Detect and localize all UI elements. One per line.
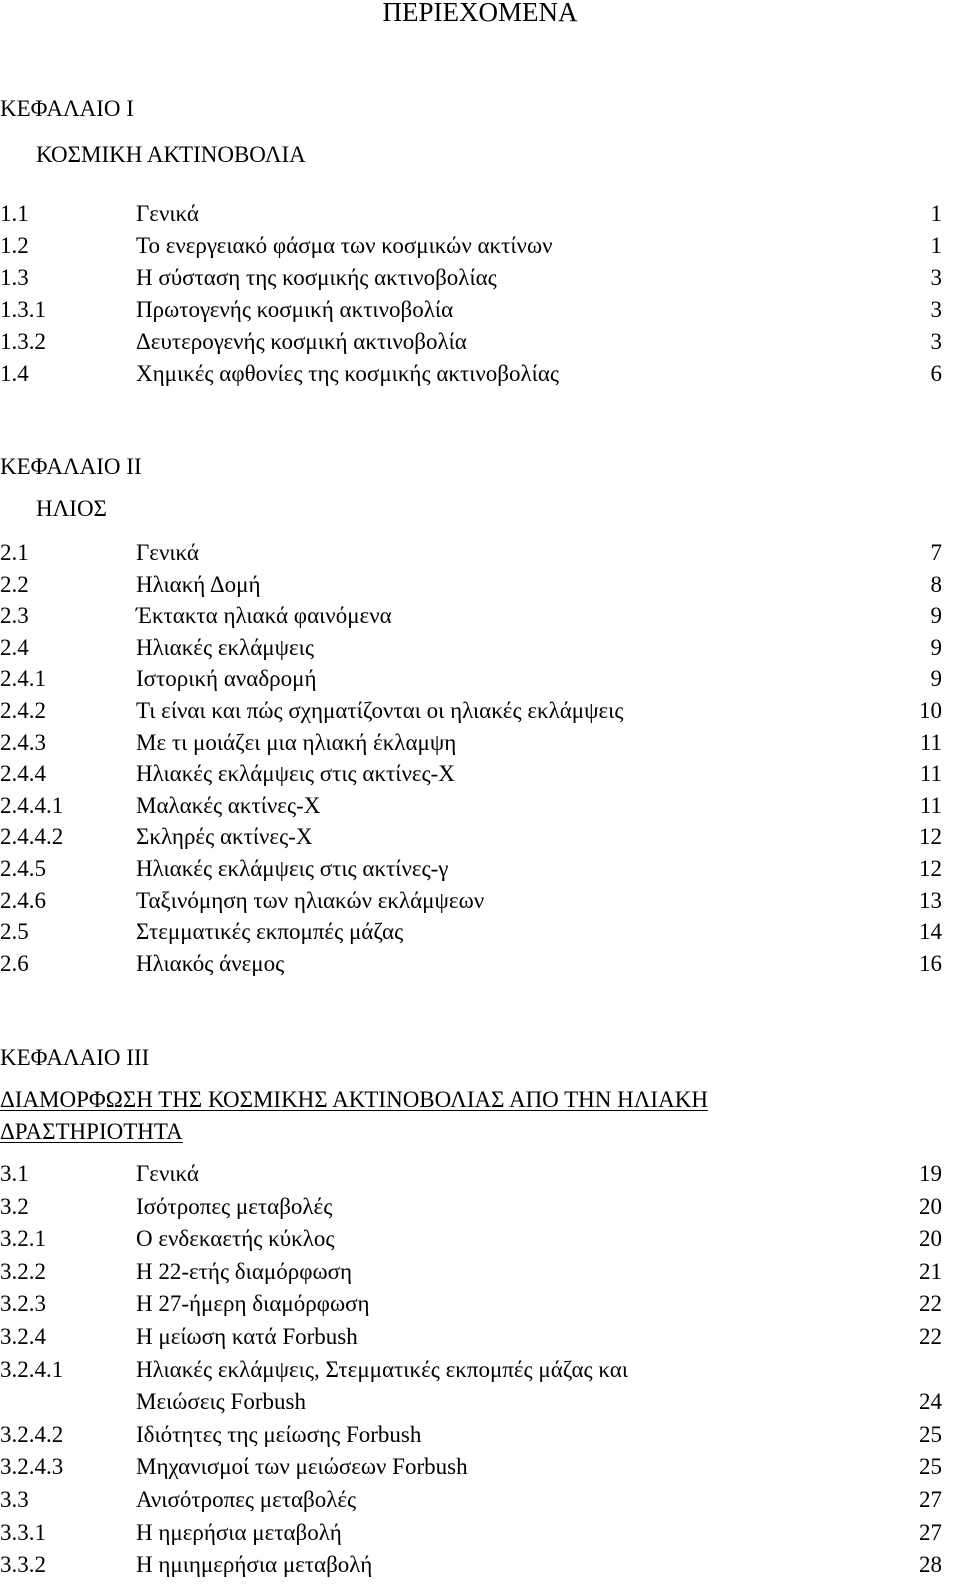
entry-number: 1.4	[0, 361, 29, 386]
entry-title: Τι είναι και πώς σχηματίζονται οι ηλιακές εκλάμψεις	[136, 698, 624, 723]
entry-title: Η σύσταση της κοσμικής ακτινοβολίας	[136, 265, 497, 290]
entry-number: 2.4.4	[0, 761, 46, 787]
entry-page: 27	[919, 1519, 942, 1545]
toc-entry	[0, 570, 960, 600]
entry-number: 1.3.1	[0, 297, 46, 322]
entry-number: 1.3	[0, 265, 29, 290]
entry-number: 3.1	[0, 1161, 29, 1186]
entry-number: 3.2.4.3	[0, 1454, 64, 1480]
entry-number: 3.2.4.1	[0, 1356, 64, 1382]
entry-title: Ιδιότητες της μείωσης Forbush	[136, 1421, 422, 1447]
toc-entry	[0, 696, 960, 726]
entry-number: 2.4.5	[0, 856, 46, 881]
entry-title: Χημικές αφθονίες της κοσμικής ακτινοβολίας	[136, 361, 559, 386]
entry-page: 11	[919, 729, 942, 755]
entry-title: Ηλιακές εκλάμψεις, Στεμματικές εκπομπές μάζας και	[136, 1356, 629, 1382]
entry-number: 2.2	[0, 571, 29, 597]
entry-title: Ηλιακές εκλάμψεις στις ακτίνες-Χ	[136, 761, 455, 787]
toc-entry	[0, 199, 960, 229]
entry-page: 16	[919, 950, 942, 976]
entry-page: 12	[919, 856, 942, 881]
entry-page: 20	[919, 1193, 942, 1219]
entry-page: 28	[919, 1552, 942, 1578]
page-title: ΠΕΡΙΕΧΟΜΕΝΑ	[382, 0, 578, 27]
entry-page: 24	[919, 1389, 942, 1415]
toc-entry	[0, 1224, 960, 1254]
entry-title: Η ημιημερήσια μεταβολή	[136, 1552, 373, 1578]
entry-title: Μειώσεις Forbush	[136, 1389, 306, 1415]
toc-entry	[0, 1355, 960, 1385]
entry-page: 1	[930, 201, 942, 226]
entry-title: Η 27-ήμερη διαμόρφωση	[136, 1291, 370, 1317]
toc-entry	[0, 917, 960, 947]
toc-entry	[0, 886, 960, 916]
entry-title: Γενικά	[136, 1161, 199, 1186]
entry-page: 14	[919, 919, 942, 945]
entry-page: 3	[930, 297, 942, 322]
entry-number: 2.4.6	[0, 887, 46, 913]
toc-entry	[0, 728, 960, 758]
entry-page: 9	[930, 666, 942, 692]
toc-entry	[0, 949, 960, 979]
chapter-3-title-line1: ΔΙΑΜΟΡΦΩΣΗ ΤΗΣ ΚΟΣΜΙΚΗΣ ΑΚΤΙΝΟΒΟΛΙΑΣ ΑΠΟ ΤΗΝ ΗΛΙΑΚΗ	[0, 1087, 708, 1112]
entry-page: 7	[930, 540, 942, 565]
entry-page: 9	[930, 634, 942, 660]
toc-entry	[0, 295, 960, 325]
toc-entry	[0, 1192, 960, 1222]
entry-page: 22	[919, 1291, 942, 1317]
entry-title: Πρωτογενής κοσμική ακτινοβολία	[136, 297, 454, 322]
toc-entry	[0, 1387, 960, 1417]
entry-page: 3	[930, 265, 942, 290]
entry-title: Η 22-ετής διαμόρφωση	[136, 1258, 353, 1284]
entry-title: Ηλιακές εκλάμψεις	[136, 634, 314, 660]
entry-number: 2.4.2	[0, 698, 46, 723]
entry-page: 9	[930, 603, 942, 629]
chapter-3-label: ΚΕΦΑΛΑΙΟ ΙΙΙ	[0, 1045, 150, 1070]
toc-entry	[0, 1420, 960, 1450]
entry-title: Ισότροπες μεταβολές	[136, 1193, 333, 1219]
entry-page: 1	[930, 233, 942, 258]
toc-entry	[0, 664, 960, 694]
entry-number: 3.2.4	[0, 1324, 46, 1349]
entry-page: 20	[919, 1226, 942, 1252]
entry-page: 25	[919, 1454, 942, 1480]
entry-page: 27	[919, 1487, 942, 1512]
entry-title: Γενικά	[136, 540, 199, 565]
entry-number: 1.1	[0, 201, 29, 226]
entry-page: 6	[930, 361, 942, 386]
entry-title: Ο ενδεκαετής κύκλος	[136, 1226, 335, 1252]
entry-number: 3.2.3	[0, 1291, 46, 1317]
toc-entry	[0, 1257, 960, 1287]
entry-title: Ηλιακή Δομή	[136, 571, 261, 597]
toc-entry	[0, 1322, 960, 1352]
entry-page: 22	[919, 1324, 942, 1349]
toc-entry	[0, 791, 960, 821]
entry-page: 21	[919, 1258, 942, 1284]
entry-page: 25	[919, 1421, 942, 1447]
entry-page: 11	[919, 792, 942, 818]
toc-entry	[0, 263, 960, 293]
chapter-2-label: ΚΕΦΑΛΑΙΟ ΙΙ	[0, 454, 142, 479]
entry-page: 12	[919, 824, 942, 850]
entry-page: 13	[919, 887, 942, 913]
entry-title: Σκληρές ακτίνες-Χ	[136, 824, 313, 850]
entry-title: Μαλακές ακτίνες-Χ	[136, 792, 321, 818]
entry-title: Η μείωση κατά Forbush	[136, 1324, 358, 1349]
entry-title: Η ημερήσια μεταβολή	[136, 1519, 342, 1545]
entry-number: 1.3.2	[0, 329, 46, 354]
toc-entry	[0, 822, 960, 852]
entry-title: Δευτερογενής κοσμική ακτινοβολία	[136, 329, 467, 354]
toc-entry	[0, 327, 960, 357]
chapter-1-label: ΚΕΦΑΛΑΙΟ Ι	[0, 96, 134, 121]
entry-number: 3.2	[0, 1193, 29, 1219]
entry-page: 10	[919, 698, 942, 723]
entry-title: Ταξινόμηση των ηλιακών εκλάμψεων	[136, 887, 485, 913]
toc-entry	[0, 1550, 960, 1580]
toc-entry	[0, 1452, 960, 1482]
chapter-2-title: ΗΛΙΟΣ	[36, 496, 107, 521]
entry-page: 19	[919, 1161, 942, 1186]
chapter-3-title-line2: ΔΡΑΣΤΗΡΙΟΤΗΤΑ	[0, 1119, 183, 1144]
entry-title: Ανισότροπες μεταβολές	[136, 1487, 357, 1512]
toc-entry	[0, 1289, 960, 1319]
entry-number: 2.6	[0, 950, 29, 976]
entry-number: 3.2.1	[0, 1226, 46, 1252]
entry-title: Ηλιακός άνεμος	[136, 950, 285, 976]
toc-entry	[0, 601, 960, 631]
entry-number: 3.3.1	[0, 1519, 46, 1545]
entry-number: 2.5	[0, 919, 29, 945]
entry-title: Γενικά	[136, 201, 199, 226]
toc-entry	[0, 1159, 960, 1189]
toc-entry	[0, 1518, 960, 1548]
entry-page: 3	[930, 329, 942, 354]
entry-title: Το ενεργειακό φάσμα των κοσμικών ακτίνων	[136, 233, 553, 258]
entry-number: 2.4.3	[0, 729, 46, 755]
entry-number: 3.2.4.2	[0, 1421, 64, 1447]
entry-number: 2.1	[0, 540, 29, 565]
toc-entry	[0, 231, 960, 261]
toc-entry	[0, 359, 960, 389]
entry-number: 3.3	[0, 1487, 29, 1512]
toc-entry	[0, 854, 960, 884]
entry-number: 2.4.4.2	[0, 824, 64, 850]
toc-entry	[0, 538, 960, 568]
entry-page: 11	[919, 761, 942, 787]
chapter-1-title: ΚΟΣΜΙΚΗ ΑΚΤΙΝΟΒΟΛΙΑ	[36, 142, 306, 167]
entry-number: 2.4.4.1	[0, 792, 64, 818]
entry-title: Ιστορική αναδρομή	[136, 666, 317, 692]
entry-number: 2.4	[0, 634, 29, 660]
entry-title: Με τι μοιάζει μια ηλιακή έκλαμψη	[136, 729, 457, 755]
entry-title: Στεμματικές εκπομπές μάζας	[136, 919, 404, 945]
toc-entry	[0, 633, 960, 663]
toc-entry	[0, 759, 960, 789]
entry-title: Μηχανισμοί των μειώσεων Forbush	[136, 1454, 468, 1480]
entry-page: 8	[930, 571, 942, 597]
entry-title: Ηλιακές εκλάμψεις στις ακτίνες-γ	[136, 856, 449, 881]
toc-entry	[0, 1485, 960, 1515]
entry-number: 3.3.2	[0, 1552, 46, 1578]
entry-number: 1.2	[0, 233, 29, 258]
entry-number: 2.3	[0, 603, 29, 629]
entry-number: 2.4.1	[0, 666, 46, 692]
entry-number: 3.2.2	[0, 1258, 46, 1284]
entry-title: Έκτακτα ηλιακά φαινόμενα	[136, 603, 392, 629]
